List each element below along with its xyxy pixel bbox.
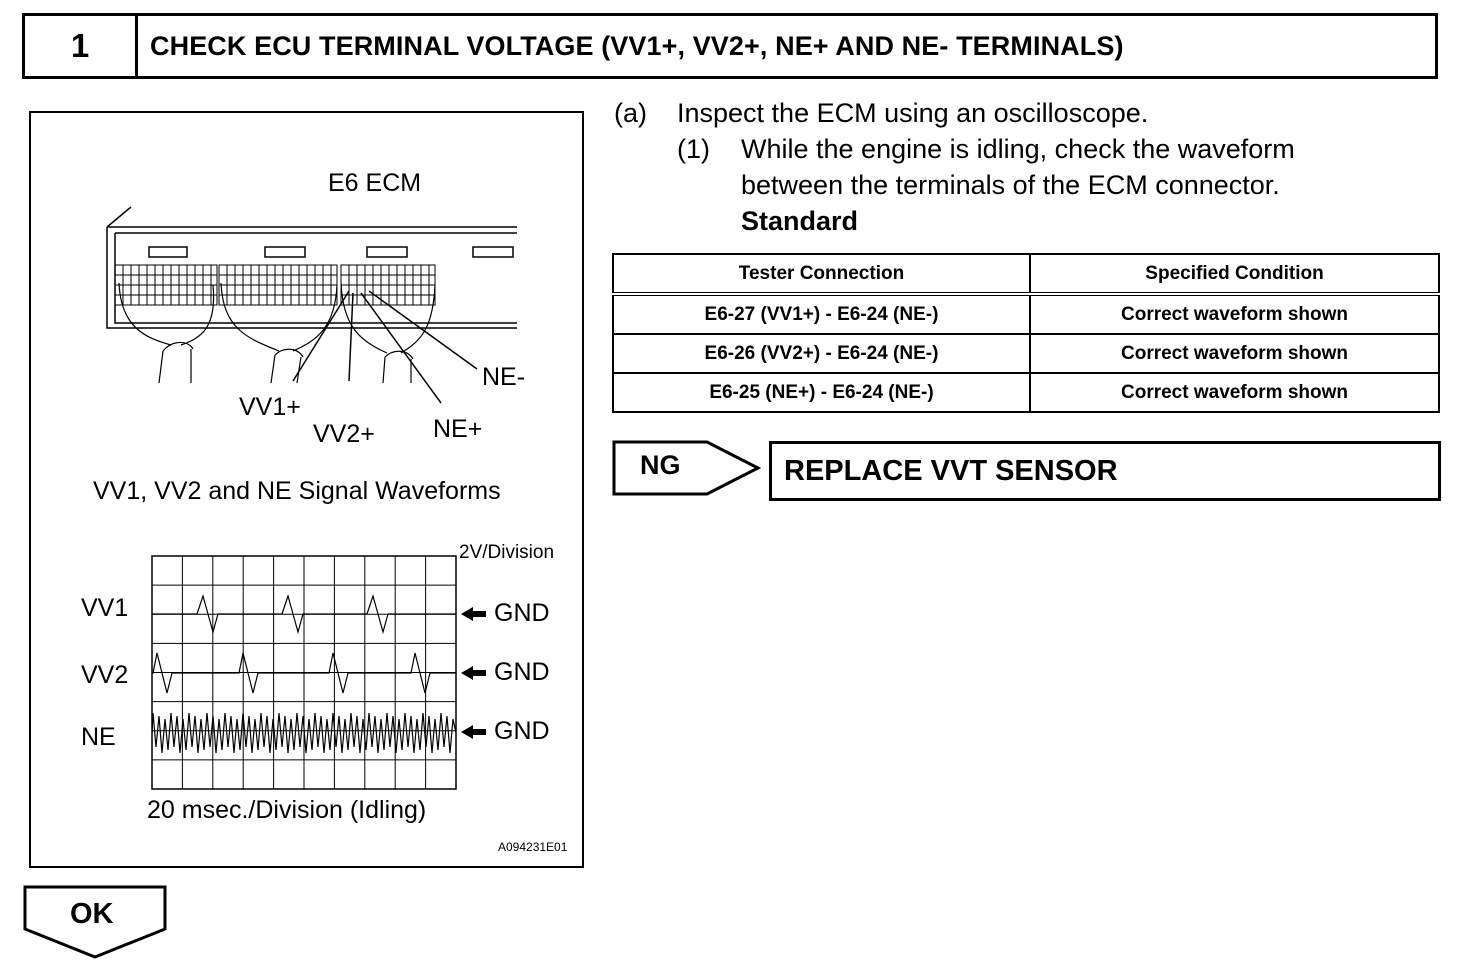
- instruction-1-line2: between the terminals of the ECM connector.: [741, 170, 1280, 200]
- pin-leader-lines: [293, 291, 477, 403]
- waveforms-title: VV1, VV2 and NE Signal Waveforms: [93, 477, 501, 505]
- ecm-housing: [107, 207, 517, 328]
- instruction-1-marker: (1): [677, 134, 710, 164]
- gnd-arrows: [461, 607, 486, 739]
- time-scale-label: 20 msec./Division (Idling): [147, 796, 427, 824]
- ecm-illustration: [29, 111, 584, 868]
- header-tester-connection: Tester Connection: [613, 254, 1030, 294]
- table-row: [613, 334, 1439, 373]
- pin-label-vv2-plus: VV2+: [313, 420, 375, 448]
- figure-id: A094231E01: [498, 840, 568, 854]
- step-number: 1: [25, 16, 138, 76]
- ng-action-box: REPLACE VVT SENSOR: [769, 441, 1441, 501]
- signal-label-ne: NE: [81, 723, 116, 751]
- table-header-row: [613, 254, 1439, 294]
- header-specified-condition: Specified Condition: [1030, 254, 1439, 294]
- cell-condition: Correct waveform shown: [1030, 373, 1439, 412]
- instruction-1-line1: While the engine is idling, check the waveform: [741, 134, 1295, 164]
- cell-condition: Correct waveform shown: [1030, 294, 1439, 334]
- cell-connection: E6-25 (NE+) - E6-24 (NE-): [613, 373, 1030, 412]
- signal-label-vv2: VV2: [81, 661, 129, 689]
- pin-label-ne-minus: NE-: [482, 363, 526, 391]
- pin-label-ne-plus: NE+: [433, 415, 483, 443]
- ng-label: NG: [640, 450, 681, 480]
- ng-arrow-icon: [612, 440, 762, 498]
- cell-connection: E6-26 (VV2+) - E6-24 (NE-): [613, 334, 1030, 373]
- signal-label-vv1: VV1: [81, 594, 129, 622]
- instruction-a-text: Inspect the ECM using an oscilloscope.: [677, 98, 1149, 128]
- volt-scale-label: 2V/Division: [459, 542, 555, 563]
- connector-pin-blocks: [115, 265, 435, 305]
- connector-tabs: [149, 247, 513, 257]
- cell-condition: Correct waveform shown: [1030, 334, 1439, 373]
- pin-label-vv1-plus: VV1+: [239, 393, 301, 421]
- standard-heading: Standard: [741, 206, 859, 236]
- step-header: [22, 13, 1438, 79]
- table-row: [613, 373, 1439, 412]
- step-title: CHECK ECU TERMINAL VOLTAGE (VV1+, VV2+, NE+ AND NE- TERMINALS): [150, 30, 1124, 61]
- ok-label: OK: [70, 898, 114, 930]
- gnd-label-vv1: GND: [494, 599, 550, 627]
- table-row: [613, 294, 1439, 334]
- cell-connection: E6-27 (VV1+) - E6-24 (NE-): [613, 294, 1030, 334]
- harness-wires: [119, 283, 435, 383]
- gnd-label-vv2: GND: [494, 658, 550, 686]
- ecm-connector-label: E6 ECM: [328, 169, 422, 197]
- instruction-a-marker: (a): [614, 98, 647, 128]
- standard-table: [612, 253, 1440, 413]
- gnd-label-ne: GND: [494, 717, 550, 745]
